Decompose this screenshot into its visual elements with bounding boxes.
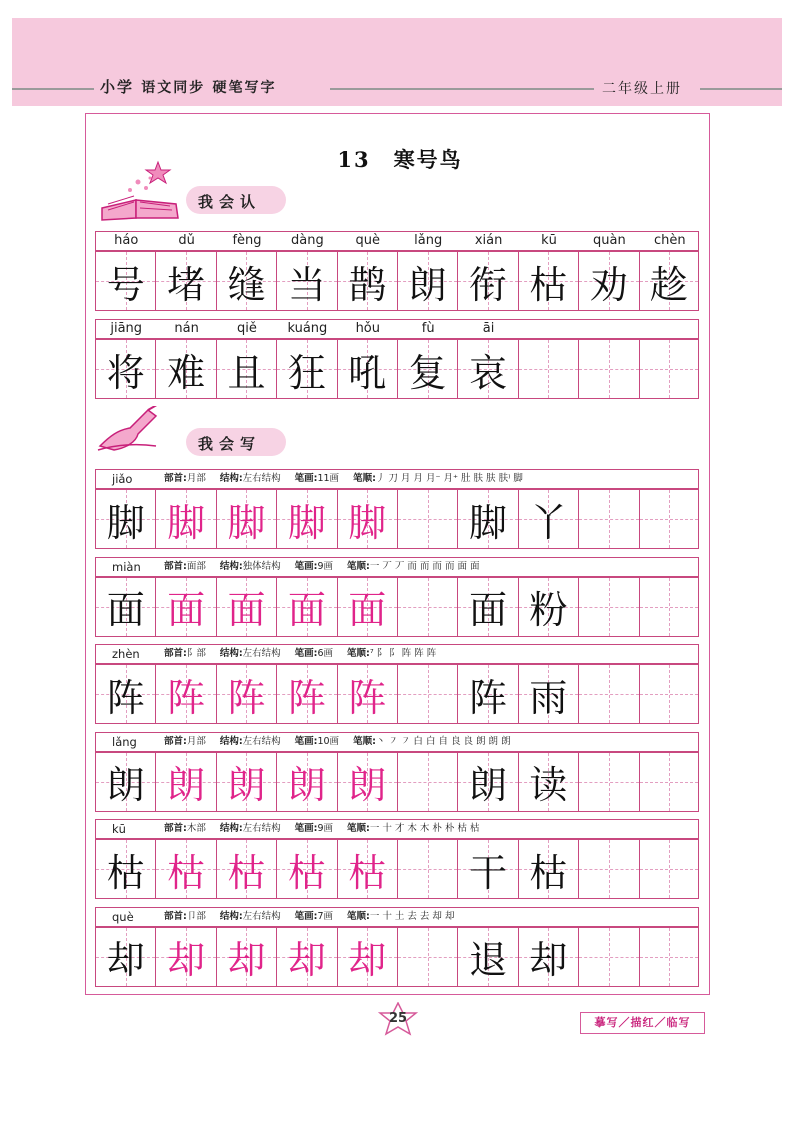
writing-box (457, 577, 517, 637)
stroke-order-label: 笔顺: (347, 648, 370, 659)
header-title-part: 小学 (100, 78, 135, 96)
structure-value: 左右结构 (242, 823, 281, 834)
writing-box (639, 927, 699, 987)
trace-character: 枯 (348, 850, 387, 895)
stroke-order-label: 笔顺: (353, 735, 376, 747)
writing-box (578, 489, 638, 549)
writing-box (216, 839, 276, 899)
writing-box (518, 839, 578, 899)
guide-line (579, 369, 638, 370)
radical-value: 面部 (186, 560, 206, 572)
writing-box (337, 664, 397, 724)
writing-box (397, 752, 457, 812)
writing-box (457, 752, 517, 812)
pinyin: lǎng (414, 233, 443, 248)
header-rule-left (12, 88, 94, 90)
character: 枯 (529, 850, 568, 895)
trace-character: 却 (287, 938, 326, 982)
writing-box (639, 752, 699, 812)
character-row (95, 251, 699, 311)
writing-box (639, 577, 699, 637)
pinyin: āi (482, 321, 495, 336)
character: 枯 (106, 850, 145, 895)
radical-value: 月部 (186, 735, 206, 747)
stroke-order-label: 笔顺: (347, 560, 370, 572)
structure-value: 左右结构 (242, 735, 281, 747)
character: 当 (287, 262, 326, 307)
header-title-part: 硬笔写字 (212, 80, 277, 96)
character: 朗 (469, 763, 508, 807)
stroke-order-label: 笔顺: (353, 473, 376, 484)
trace-character: 脚 (348, 500, 387, 545)
trace-character: 面 (287, 588, 326, 632)
writing-box (397, 489, 457, 549)
character: 堵 (167, 262, 206, 307)
stroke-info-row (95, 819, 699, 839)
pinyin (640, 320, 700, 338)
writing-box (216, 489, 276, 549)
stroke-order-value: 一 丆 丆 而 而 而 而 面 面 (369, 560, 480, 572)
writing-box (518, 664, 578, 724)
character-meta (164, 558, 494, 576)
writing-box (578, 339, 638, 399)
character: 脚 (106, 500, 145, 545)
writing-box (337, 489, 397, 549)
section-heading-recognize: 我会认 (198, 193, 262, 211)
writing-box (518, 339, 578, 399)
pinyin: hǒu (355, 321, 380, 336)
stroke-order-value: 丿 刀 月 月 月⁻ 月⁺ 肚 肤 肤 肤⁾ 脚 (375, 473, 523, 484)
radical-label: 部首: (164, 648, 187, 659)
header-title-part: 语文同步 (141, 80, 206, 96)
character: 狂 (287, 350, 326, 395)
writing-box (337, 251, 397, 311)
writing-box (276, 339, 336, 399)
structure-label: 结构: (219, 735, 243, 747)
stroke-count-value: 10画 (317, 735, 340, 747)
trace-character: 阵 (227, 675, 266, 720)
character: 丫 (529, 500, 568, 545)
practice-row (95, 752, 699, 812)
header-title (100, 76, 276, 97)
guide-line (640, 369, 698, 370)
character: 缝 (227, 262, 266, 307)
character-meta (164, 733, 525, 751)
header-rule-right (700, 88, 782, 90)
writing-box (216, 251, 276, 311)
trace-character: 朗 (287, 763, 326, 807)
structure-label: 结构: (219, 648, 243, 659)
trace-character: 脚 (167, 500, 206, 545)
header-rule-middle (330, 88, 594, 90)
pinyin: lǎng (112, 734, 137, 749)
character: 号 (106, 262, 145, 307)
writing-box (276, 664, 336, 724)
pinyin: xián (474, 233, 503, 248)
writing-box (457, 664, 517, 724)
character: 退 (469, 938, 508, 982)
writing-box (155, 752, 215, 812)
pinyin: quàn (593, 233, 626, 248)
writing-box (337, 577, 397, 637)
guide-line (640, 869, 698, 870)
stroke-order-value: 一 十 土 去 去 却 却 (369, 910, 455, 922)
character: 劝 (589, 262, 628, 307)
pinyin: què (112, 909, 134, 924)
writing-box (397, 664, 457, 724)
section-heading-write: 我会写 (198, 435, 262, 453)
stroke-info-row (95, 732, 699, 752)
character-row (95, 339, 699, 399)
pinyin: jiāng (110, 321, 143, 336)
structure-label: 结构: (219, 823, 243, 834)
stroke-order-label: 笔顺: (347, 910, 370, 922)
practice-row (95, 839, 699, 899)
character: 复 (408, 350, 447, 395)
pinyin: kū (541, 233, 557, 248)
writing-box (155, 577, 215, 637)
writing-box (95, 839, 155, 899)
trace-character: 枯 (167, 850, 206, 895)
writing-box (578, 577, 638, 637)
writing-box (337, 839, 397, 899)
writing-box (155, 339, 215, 399)
stroke-order-value: ⁷ 阝 阝 阵 阵 阵 (369, 648, 437, 659)
structure-label: 结构: (219, 560, 243, 572)
pinyin: dàng (291, 233, 324, 248)
writing-hand-icon (96, 406, 166, 452)
trace-character: 脚 (227, 500, 266, 545)
pinyin: kuáng (287, 321, 328, 336)
writing-box (457, 489, 517, 549)
pinyin: kū (112, 822, 126, 836)
stroke-order-label: 笔顺: (347, 823, 370, 834)
pinyin: què (355, 233, 381, 248)
pinyin-row (95, 231, 699, 251)
writing-box (457, 251, 517, 311)
trace-character: 面 (167, 588, 206, 632)
writing-box (518, 489, 578, 549)
guide-line (640, 694, 698, 695)
writing-box (337, 339, 397, 399)
pinyin: háo (114, 233, 139, 248)
stroke-info-row (95, 907, 699, 927)
writing-box (216, 339, 276, 399)
character: 脚 (469, 500, 508, 545)
writing-box (337, 927, 397, 987)
writing-box (397, 251, 457, 311)
character: 鹊 (348, 262, 387, 307)
structure-value: 左右结构 (242, 648, 281, 659)
stroke-count-value: 6画 (317, 648, 334, 659)
radical-label: 部首: (164, 823, 187, 834)
pinyin (519, 320, 579, 338)
character-meta (164, 820, 494, 838)
practice-row (95, 927, 699, 987)
trace-character: 面 (227, 588, 266, 632)
character-meta (164, 470, 537, 488)
stroke-count-value: 11画 (317, 473, 340, 484)
writing-box (578, 927, 638, 987)
writing-box (578, 664, 638, 724)
trace-character: 朗 (227, 763, 266, 807)
guide-line (398, 782, 457, 783)
stroke-count-label: 笔画: (294, 823, 318, 834)
trace-character: 枯 (287, 850, 326, 895)
structure-value: 独体结构 (242, 560, 281, 572)
trace-character: 却 (348, 938, 387, 982)
writing-box (518, 577, 578, 637)
character: 哀 (469, 350, 508, 395)
writing-box (578, 752, 638, 812)
structure-label: 结构: (219, 473, 243, 484)
stroke-info-row (95, 557, 699, 577)
stroke-count-value: 9画 (317, 560, 334, 572)
character-meta (164, 645, 450, 663)
practice-tag: 摹写／描红／临写 (580, 1012, 705, 1034)
character: 阵 (469, 675, 508, 720)
writing-box (639, 839, 699, 899)
writing-box (216, 664, 276, 724)
trace-character: 阵 (348, 675, 387, 720)
writing-box (457, 839, 517, 899)
character: 朗 (106, 763, 145, 807)
radical-value: 木部 (186, 823, 206, 834)
writing-box (457, 927, 517, 987)
trace-character: 朗 (167, 763, 206, 807)
writing-box (457, 339, 517, 399)
stroke-count-label: 笔画: (294, 735, 318, 747)
writing-box (95, 339, 155, 399)
character-meta (164, 908, 468, 926)
writing-box (155, 927, 215, 987)
writing-box (216, 577, 276, 637)
writing-box (95, 489, 155, 549)
structure-value: 左右结构 (242, 910, 281, 922)
stroke-info-row (95, 469, 699, 489)
open-book-icon (94, 160, 186, 222)
writing-box (518, 251, 578, 311)
writing-box (518, 752, 578, 812)
pinyin: miàn (112, 559, 141, 574)
guide-line (398, 957, 457, 958)
character: 趁 (649, 262, 688, 307)
pinyin: dǔ (178, 233, 195, 248)
writing-box (397, 577, 457, 637)
stroke-order-value: 丶 ㇇ ㇇ 白 白 自 良 良 朗 朗 朗 (375, 735, 511, 747)
guide-line (398, 607, 457, 608)
writing-box (216, 927, 276, 987)
writing-box (95, 577, 155, 637)
writing-box (216, 752, 276, 812)
pinyin: nán (174, 321, 199, 336)
writing-box (276, 251, 336, 311)
radical-value: 卩部 (186, 910, 206, 922)
radical-label: 部首: (164, 560, 187, 572)
character: 面 (469, 588, 508, 632)
character: 衔 (469, 262, 508, 307)
writing-box (155, 489, 215, 549)
trace-character: 却 (227, 938, 266, 982)
structure-label: 结构: (219, 910, 243, 922)
pinyin-row (95, 319, 699, 339)
character: 干 (469, 850, 508, 895)
guide-line (579, 869, 638, 870)
trace-character: 脚 (287, 500, 326, 545)
writing-box (95, 664, 155, 724)
guide-line (579, 694, 638, 695)
practice-row (95, 577, 699, 637)
radical-value: 阝部 (186, 648, 206, 659)
character: 雨 (529, 675, 568, 720)
writing-box (518, 927, 578, 987)
guide-line (640, 607, 698, 608)
writing-box (397, 339, 457, 399)
character: 却 (529, 938, 568, 982)
writing-box (276, 839, 336, 899)
guide-line (640, 519, 698, 520)
stroke-info-row (95, 644, 699, 664)
radical-label: 部首: (164, 473, 187, 484)
radical-label: 部首: (164, 735, 187, 747)
writing-box (155, 251, 215, 311)
guide-line (579, 957, 638, 958)
structure-value: 左右结构 (242, 473, 281, 484)
pinyin: fù (421, 321, 435, 336)
writing-box (95, 927, 155, 987)
writing-box (95, 752, 155, 812)
page-number: 25 (388, 1011, 408, 1026)
character: 枯 (529, 262, 568, 307)
writing-box (639, 339, 699, 399)
guide-line (579, 782, 638, 783)
character: 朗 (408, 262, 447, 307)
character: 粉 (529, 588, 568, 632)
pinyin: zhèn (112, 647, 140, 661)
stroke-count-value: 9画 (317, 823, 334, 834)
trace-character: 面 (348, 588, 387, 632)
guide-line (398, 694, 457, 695)
stroke-count-label: 笔画: (294, 560, 318, 572)
stroke-count-label: 笔画: (294, 648, 318, 659)
pinyin: chèn (653, 233, 686, 248)
writing-box (276, 752, 336, 812)
trace-character: 枯 (227, 850, 266, 895)
character: 将 (106, 350, 145, 395)
pinyin (579, 320, 639, 338)
writing-box (578, 251, 638, 311)
pinyin: jiǎo (112, 472, 133, 486)
character: 难 (167, 350, 206, 395)
radical-value: 月部 (186, 473, 206, 484)
pinyin: qiě (237, 321, 257, 336)
writing-box (276, 927, 336, 987)
writing-box (276, 577, 336, 637)
stroke-count-label: 笔画: (294, 910, 318, 922)
practice-row (95, 489, 699, 549)
character: 阵 (106, 675, 145, 720)
writing-box (639, 489, 699, 549)
stroke-count-value: 7画 (317, 910, 334, 922)
writing-box (155, 839, 215, 899)
lesson-title: 13 寒号鸟 (337, 147, 463, 172)
writing-box (639, 664, 699, 724)
stroke-count-label: 笔画: (294, 473, 318, 484)
character: 读 (529, 763, 568, 807)
grade-label: 二年级上册 (602, 81, 682, 97)
guide-line (640, 957, 698, 958)
stroke-order-value: 一 十 才 木 木 朴 朴 枯 枯 (369, 823, 480, 834)
trace-character: 阵 (167, 675, 206, 720)
writing-box (397, 927, 457, 987)
writing-box (578, 839, 638, 899)
writing-box (639, 251, 699, 311)
trace-character: 朗 (348, 763, 387, 807)
pinyin: fèng (232, 233, 262, 248)
writing-box (95, 251, 155, 311)
writing-box (397, 839, 457, 899)
radical-label: 部首: (164, 910, 187, 922)
writing-box (155, 664, 215, 724)
character: 面 (106, 588, 145, 632)
character: 且 (227, 350, 266, 395)
guide-line (519, 369, 578, 370)
trace-character: 却 (167, 938, 206, 982)
guide-line (398, 869, 457, 870)
guide-line (579, 607, 638, 608)
guide-line (398, 519, 457, 520)
writing-box (276, 489, 336, 549)
writing-box (337, 752, 397, 812)
practice-row (95, 664, 699, 724)
character: 却 (106, 938, 145, 982)
character: 吼 (348, 350, 387, 395)
guide-line (640, 782, 698, 783)
guide-line (579, 519, 638, 520)
trace-character: 阵 (287, 675, 326, 720)
